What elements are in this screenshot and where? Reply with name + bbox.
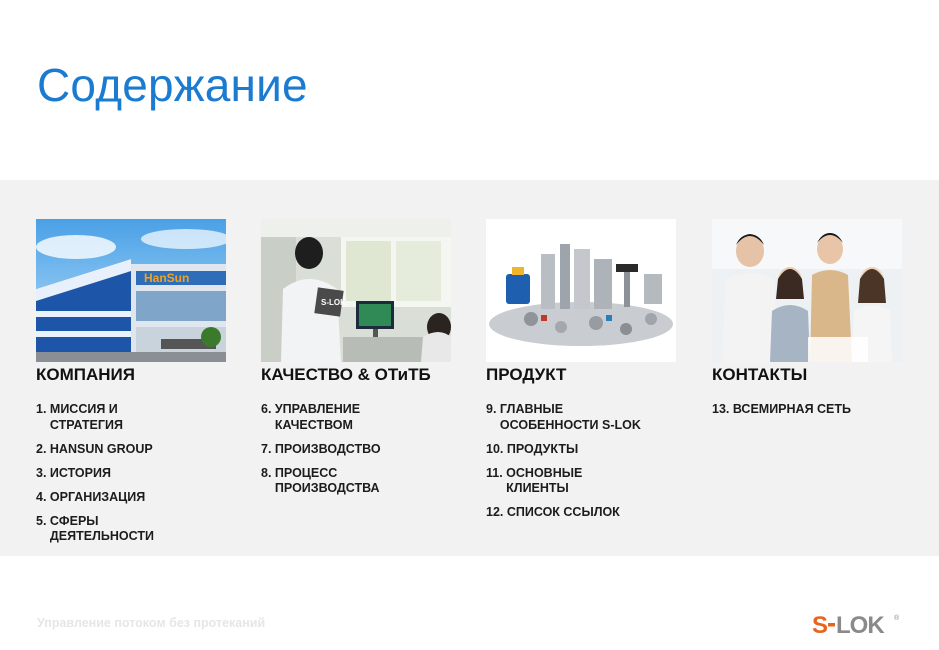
list-item[interactable]: 12. СПИСОК ССЫЛОК [486, 505, 620, 519]
s-lok-logo [812, 611, 907, 637]
section-heading: КОНТАКТЫ [712, 365, 808, 384]
list-item[interactable]: 11. ОСНОВНЫЕ КЛИЕНТЫ [486, 465, 583, 495]
section-contacts [712, 219, 912, 426]
list-item[interactable]: 6. УПРАВЛЕНИЕ КАЧЕСТВОМ [261, 402, 361, 432]
svg-text:S: S [812, 612, 828, 637]
section-list [36, 402, 236, 545]
valves-fittings-photo [486, 219, 676, 362]
list-item[interactable]: 7. ПРОИЗВОДСТВО [261, 441, 381, 456]
list-item[interactable]: 13. ВСЕМИРНАЯ СЕТЬ [712, 402, 852, 416]
section-list [261, 402, 461, 497]
list-item[interactable]: 2. HANSUN GROUP [36, 441, 153, 456]
quality-lab-photo [261, 219, 451, 362]
section-quality [261, 219, 461, 505]
section-heading: КОМПАНИЯ [36, 365, 135, 384]
footer-slogan: Управление потоком без протеканий [37, 616, 266, 630]
section-list [712, 402, 912, 418]
section-company [36, 219, 236, 553]
list-item[interactable]: 8. ПРОЦЕСС ПРОИЗВОДСТВА [261, 465, 380, 495]
list-item[interactable]: 4. ОРГАНИЗАЦИЯ [36, 489, 146, 504]
list-item[interactable]: 1. МИССИЯ И СТРАТЕГИЯ [36, 402, 123, 432]
svg-text:®: ® [894, 615, 900, 622]
svg-text:S-LOK: S-LOK [321, 298, 346, 307]
list-item[interactable]: 9. ГЛАВНЫЕ ОСОБЕННОСТИ S-LOK [486, 402, 641, 432]
list-item[interactable]: 5. СФЕРЫ ДЕЯТЕЛЬНОСТИ [36, 513, 154, 543]
factory-building-photo [36, 219, 226, 362]
section-list [486, 402, 686, 521]
section-heading: КАЧЕСТВО & ОТиТБ [261, 365, 431, 384]
svg-text:HanSun: HanSun [144, 271, 190, 285]
svg-text:LOK: LOK [836, 612, 884, 637]
team-people-photo [712, 219, 902, 362]
page-title: Содержание [37, 59, 308, 111]
section-product [486, 219, 686, 529]
section-heading: ПРОДУКТ [486, 365, 567, 384]
list-item[interactable]: 10. ПРОДУКТЫ [486, 441, 579, 456]
list-item[interactable]: 3. ИСТОРИЯ [36, 465, 111, 480]
